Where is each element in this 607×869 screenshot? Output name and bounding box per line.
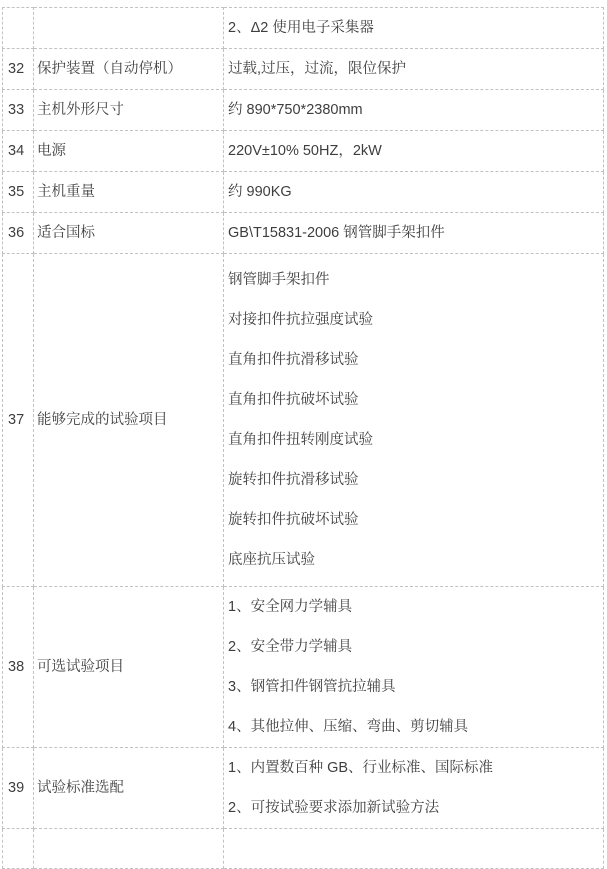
spec-label-cell bbox=[34, 254, 224, 587]
row-number: 38 bbox=[8, 659, 25, 675]
spec-value-cell bbox=[224, 131, 604, 172]
table-row bbox=[3, 213, 604, 254]
spec-label-cell bbox=[34, 49, 224, 90]
spec-label: 可选试验项目 bbox=[37, 659, 124, 675]
row-number-cell bbox=[3, 587, 34, 748]
spec-label: 主机外形尺寸 bbox=[37, 102, 124, 118]
table-row bbox=[3, 8, 604, 49]
spec-label-cell bbox=[34, 829, 224, 869]
spec-value-line: 直角扣件抗滑移试验 bbox=[228, 352, 359, 368]
spec-label-cell bbox=[34, 8, 224, 49]
spec-label-cell bbox=[34, 587, 224, 748]
spec-table bbox=[2, 7, 604, 869]
spec-label: 主机重量 bbox=[37, 184, 95, 200]
row-number-cell bbox=[3, 748, 34, 829]
row-number-cell bbox=[3, 90, 34, 131]
table-row-partial bbox=[3, 829, 604, 869]
spec-label-cell bbox=[34, 131, 224, 172]
row-number: 36 bbox=[8, 225, 25, 241]
row-number-cell bbox=[3, 8, 34, 49]
spec-value-line: 220V±10% 50HZ，2kW bbox=[228, 143, 382, 159]
spec-value-line: 约 890*750*2380mm bbox=[228, 102, 363, 118]
spec-value-line: 直角扣件扭转刚度试验 bbox=[228, 432, 373, 448]
row-number-cell bbox=[3, 829, 34, 869]
spec-value-line: 过载,过压，过流，限位保护 bbox=[228, 61, 407, 77]
spec-value-line: 2、安全带力学辅具 bbox=[228, 639, 353, 655]
spec-value-line: 旋转扣件抗破坏试验 bbox=[228, 512, 359, 528]
spec-value-line: 约 990KG bbox=[228, 184, 292, 200]
row-number-cell bbox=[3, 172, 34, 213]
spec-label: 适合国标 bbox=[37, 225, 95, 241]
spec-value-cell bbox=[224, 213, 604, 254]
spec-value-cell bbox=[224, 748, 604, 829]
row-number: 34 bbox=[8, 143, 25, 159]
spec-label: 能够完成的试验项目 bbox=[37, 412, 168, 428]
spec-label: 电源 bbox=[37, 143, 66, 159]
spec-label-cell bbox=[34, 748, 224, 829]
spec-value-line: 对接扣件抗拉强度试验 bbox=[228, 312, 373, 328]
spec-value-line: 4、其他拉伸、压缩、弯曲、剪切辅具 bbox=[228, 719, 469, 735]
table-row bbox=[3, 172, 604, 213]
spec-value-line: 旋转扣件抗滑移试验 bbox=[228, 472, 359, 488]
spec-value-line: 1、内置数百种 GB、行业标准、国际标准 bbox=[228, 760, 494, 776]
spec-value-cell bbox=[224, 829, 604, 869]
spec-value-cell bbox=[224, 587, 604, 748]
row-number: 35 bbox=[8, 184, 25, 200]
table-row bbox=[3, 90, 604, 131]
row-number-cell bbox=[3, 49, 34, 90]
spec-label: 保护装置（自动停机） bbox=[37, 61, 182, 77]
spec-value-line: 钢管脚手架扣件 bbox=[228, 272, 330, 288]
row-number: 37 bbox=[8, 412, 25, 428]
spec-value-line: 直角扣件抗破坏试验 bbox=[228, 392, 359, 408]
table-row bbox=[3, 49, 604, 90]
spec-value-cell bbox=[224, 172, 604, 213]
spec-value-cell bbox=[224, 49, 604, 90]
table-row bbox=[3, 254, 604, 587]
spec-label-cell bbox=[34, 172, 224, 213]
spec-label: 试验标准选配 bbox=[37, 780, 124, 796]
spec-value-line: 1、安全网力学辅具 bbox=[228, 599, 353, 615]
spec-value-line: GB\T15831-2006 钢管脚手架扣件 bbox=[228, 225, 445, 241]
spec-label-cell bbox=[34, 213, 224, 254]
table-row bbox=[3, 748, 604, 829]
spec-value-cell bbox=[224, 90, 604, 131]
spec-label-cell bbox=[34, 90, 224, 131]
table-row bbox=[3, 131, 604, 172]
row-number-cell bbox=[3, 254, 34, 587]
row-number-cell bbox=[3, 213, 34, 254]
spec-value-line: 底座抗压试验 bbox=[228, 552, 315, 568]
row-number: 39 bbox=[8, 780, 25, 796]
spec-value-cell bbox=[224, 8, 604, 49]
spec-value-cell bbox=[224, 254, 604, 587]
row-number: 33 bbox=[8, 102, 25, 118]
spec-value-line: 3、钢管扣件钢管抗拉辅具 bbox=[228, 679, 396, 695]
row-number: 32 bbox=[8, 61, 25, 77]
row-number-cell bbox=[3, 131, 34, 172]
spec-value-line: 2、Δ2 使用电子采集器 bbox=[228, 20, 374, 36]
table-row bbox=[3, 587, 604, 748]
spec-value-line: 2、可按试验要求添加新试验方法 bbox=[228, 800, 440, 816]
